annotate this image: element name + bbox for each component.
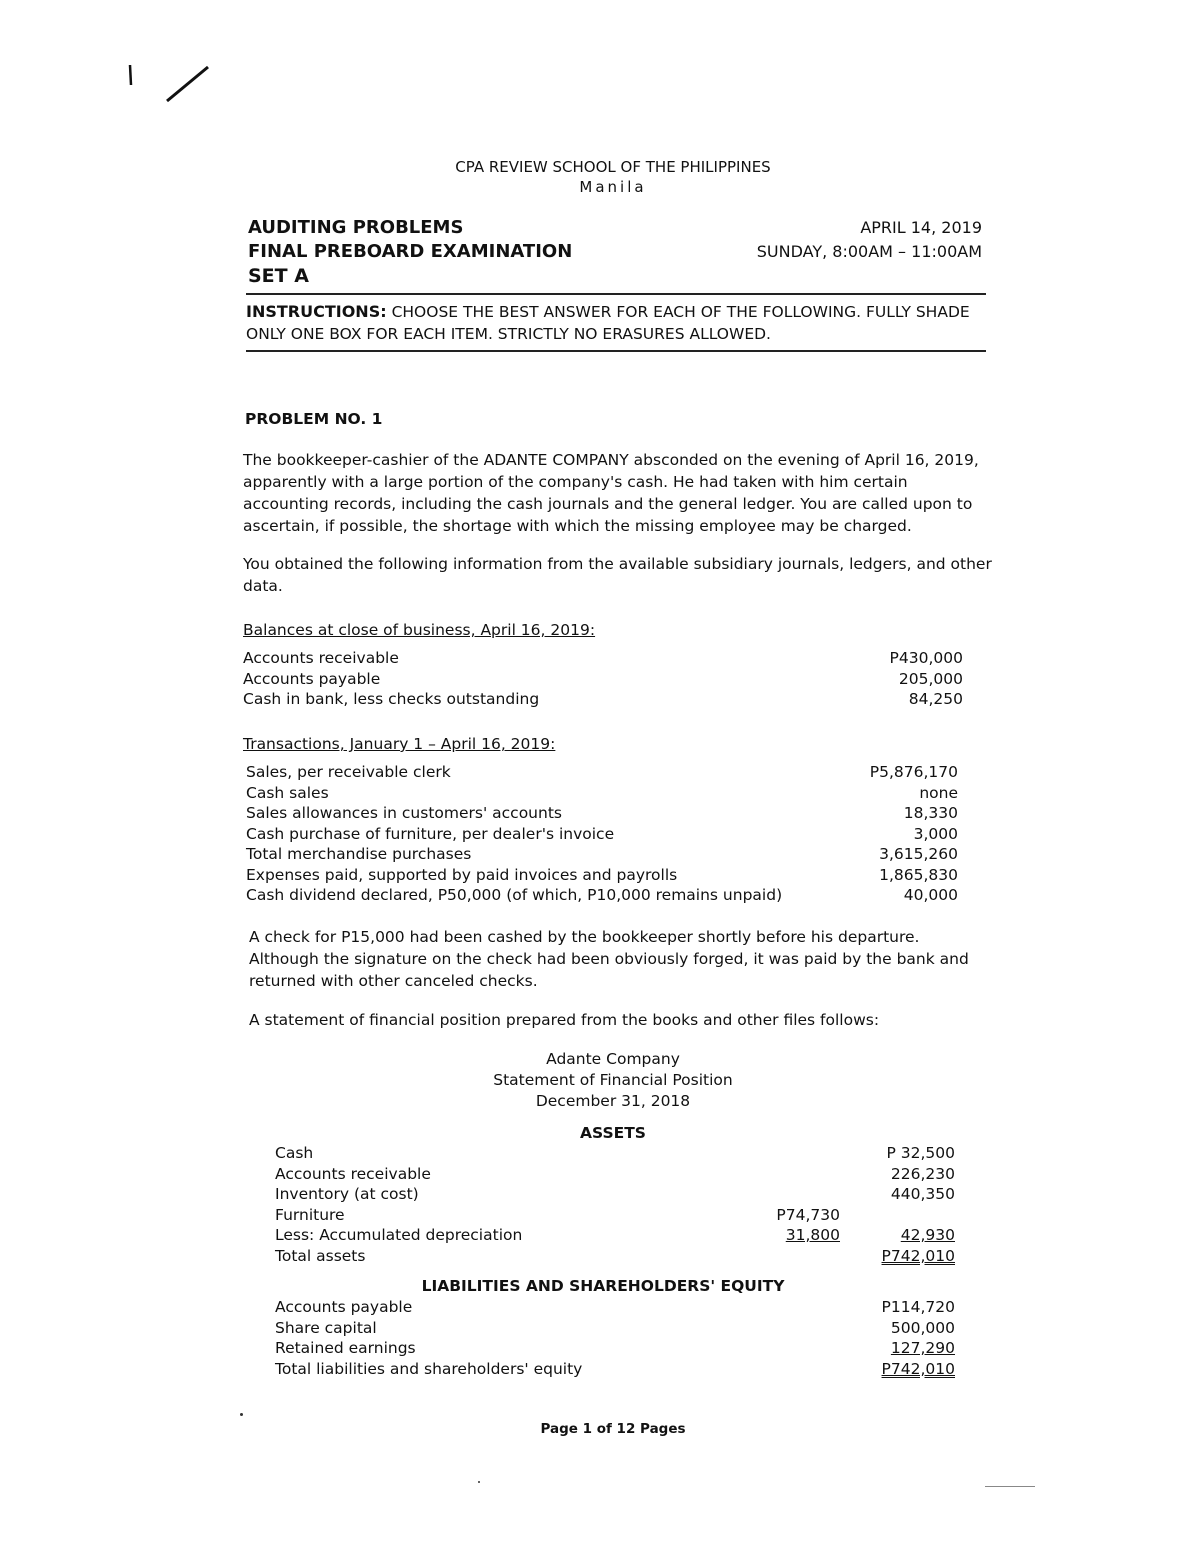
problem-paragraph-1: The bookkeeper-cashier of the ADANTE COMPANY absconded on the evening of April 16, 2019, apparently with a large portion of the company's cash. He had taken with him certain accounting records, including the cash journals and the general ledger. You are called upon to ascertain, if possible, the shortage with which the missing employee may be charged.: [243, 451, 979, 535]
scan-speck: [478, 1481, 480, 1483]
assets-caption: ASSETS: [580, 1124, 646, 1142]
table-row: Inventory (at cost) 440,350: [275, 1185, 955, 1203]
transactions-list: [246, 762, 958, 906]
transactions-title: Transactions, January 1 – April 16, 2019:: [243, 735, 556, 753]
liabilities-table: [275, 1297, 965, 1379]
statement-heading: [0, 1049, 1200, 1112]
scan-smudge: [985, 1486, 1035, 1487]
list-item: Accounts payable 205,000: [243, 669, 963, 688]
table-row: Total assets P742,010: [275, 1246, 955, 1265]
exam-title-block: [248, 216, 572, 288]
statement-date: December 31, 2018: [535, 1092, 691, 1110]
table-row: Accounts receivable 226,230: [275, 1164, 955, 1183]
instructions-text: CHOOSE THE BEST ANSWER FOR EACH OF THE FOLLOWING. FULLY SHADE ONLY ONE BOX FOR EACH ITEM. STRICTLY NO ERASURES ALLOWED.: [246, 303, 970, 343]
balances-list: [243, 648, 963, 710]
list-item: Cash purchase of furniture, per dealer's invoice 3,000: [246, 824, 958, 843]
problem-title: PROBLEM NO. 1: [245, 410, 383, 428]
list-item: Cash sales none: [246, 783, 958, 802]
list-item: Cash dividend declared, P50,000 (of which, P10,000 remains unpaid) 40,000: [246, 886, 958, 904]
list-item: Sales allowances in customers' accounts 18,330: [246, 804, 958, 822]
table-row: Total liabilities and shareholders' equity P742,010: [275, 1359, 955, 1378]
instructions: [246, 301, 991, 345]
scan-speck: [240, 1413, 243, 1416]
list-item: Cash in bank, less checks outstanding 84,250: [243, 690, 963, 708]
liabilities-caption: LIABILITIES AND SHAREHOLDERS' EQUITY: [421, 1277, 785, 1295]
list-item: Sales, per receivable clerk P5,876,170: [246, 763, 958, 781]
list-item: Accounts receivable P430,000: [243, 649, 963, 667]
page-number: Page 1 of 12 Pages: [540, 1421, 686, 1437]
handwritten-slash-mark: [120, 55, 240, 115]
divider-bottom: [246, 350, 986, 352]
table-row: Less: Accumulated depreciation 31,800 42,930: [275, 1226, 955, 1244]
set-label: SET A: [248, 265, 309, 287]
table-row: Retained earnings 127,290: [275, 1339, 955, 1357]
list-item: Total merchandise purchases 3,615,260: [246, 845, 958, 863]
exam-date: APRIL 14, 2019: [860, 218, 982, 237]
problem-paragraph-4: A statement of financial position prepared from the books and other files follows:: [249, 1011, 880, 1029]
statement-company: Adante Company: [546, 1050, 680, 1068]
problem-paragraph-2: You obtained the following information from the available subsidiary journals, ledgers, and other data.: [243, 555, 992, 595]
balances-title: Balances at close of business, April 16, 2019:: [243, 621, 596, 639]
instructions-label: INSTRUCTIONS:: [246, 302, 387, 321]
school-city: Manila: [579, 178, 647, 196]
statement-title: Statement of Financial Position: [493, 1071, 733, 1089]
exam-date-block: [757, 216, 982, 264]
table-row: Share capital 500,000: [275, 1318, 955, 1337]
problem-paragraph-3: A check for P15,000 had been cashed by the bookkeeper shortly before his departure. Although the signature on the check had been obviously forged, it was paid by the bank and returned with other canceled checks.: [249, 928, 969, 990]
table-row: Cash P 32,500: [275, 1144, 955, 1162]
table-row: Furniture P74,730: [275, 1205, 840, 1224]
school-name: CPA REVIEW SCHOOL OF THE PHILIPPINES: [455, 158, 771, 176]
exam-time: SUNDAY, 8:00AM – 11:00AM: [756, 242, 982, 261]
assets-table: [275, 1143, 965, 1266]
list-item: Expenses paid, supported by paid invoices and payrolls 1,865,830: [246, 865, 958, 884]
divider-top: [246, 293, 986, 295]
table-row: Accounts payable P114,720: [275, 1298, 955, 1316]
exam-title: FINAL PREBOARD EXAMINATION: [248, 241, 573, 262]
subject-title: AUDITING PROBLEMS: [248, 217, 464, 238]
